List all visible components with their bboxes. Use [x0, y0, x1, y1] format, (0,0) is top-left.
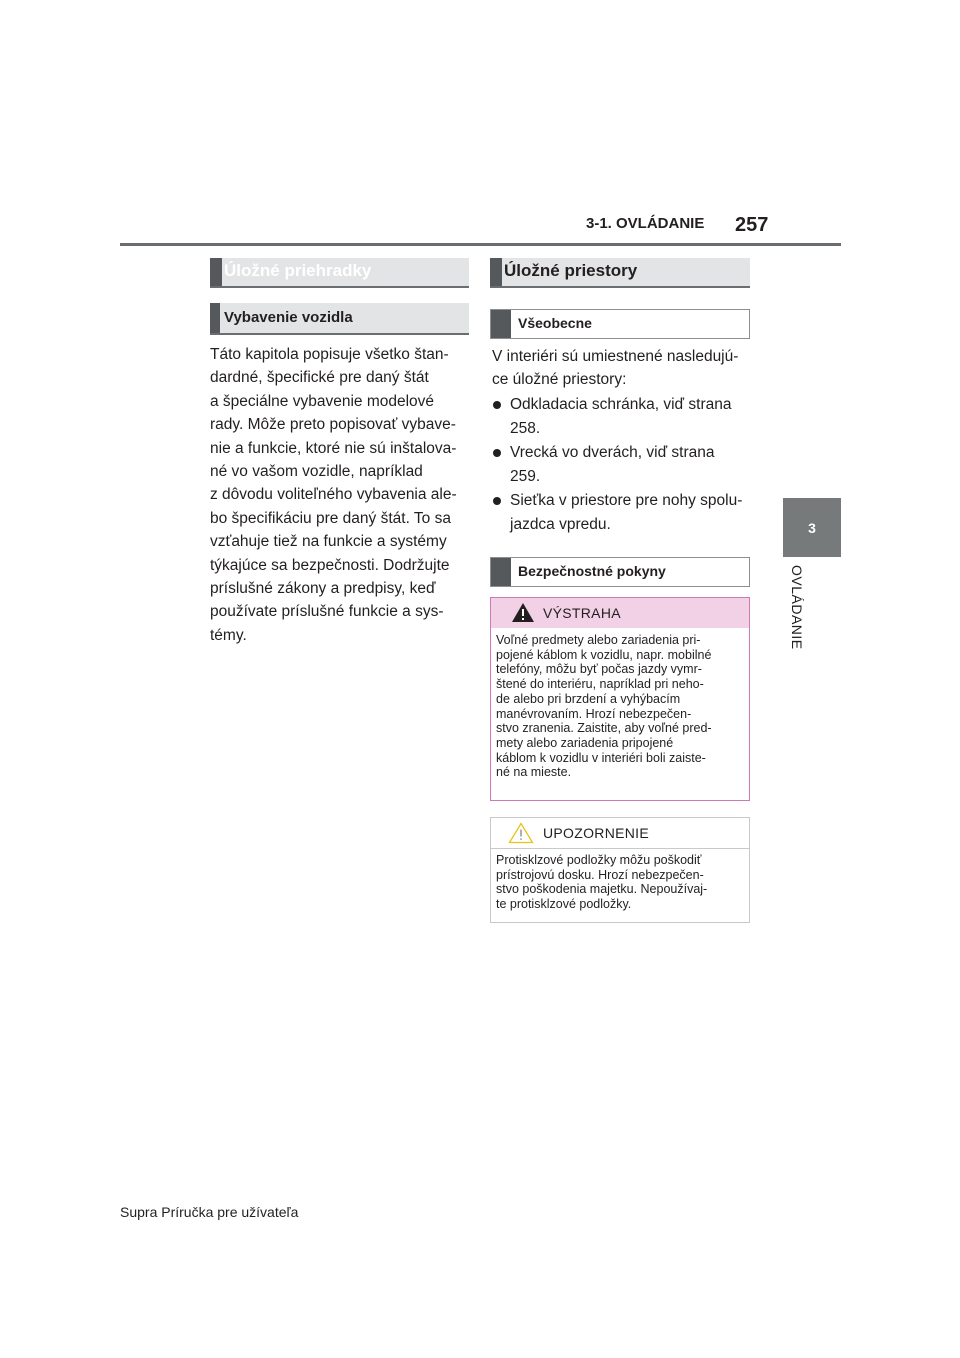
- warning-line: mety alebo zariadenia pripojené: [496, 735, 674, 750]
- paragraph-line: Táto kapitola popisuje všetko štan-: [210, 346, 449, 363]
- subheading-bar: [491, 310, 511, 338]
- chapter-tab: [783, 498, 841, 557]
- list-item-line: jazdca vpredu.: [510, 516, 611, 533]
- notice-title: UPOZORNENIE: [543, 825, 649, 841]
- notice-line: stvo poškodenia majetku. Nepoužívaj-: [496, 882, 708, 897]
- paragraph-line: nie a funkcie, ktoré nie sú inštalova-: [210, 439, 457, 457]
- warning-title: VÝSTRAHA: [543, 605, 621, 621]
- subheading-text: Bezpečnostné pokyny: [518, 563, 666, 579]
- chapter-label: OVLÁDANIE: [789, 565, 805, 650]
- warning-line: telefóny, môžu byť počas jazdy vymr-: [496, 662, 702, 677]
- notice-line: Protisklzové podložky môžu poškodiť: [496, 853, 702, 867]
- paragraph-line: používate príslušné funkcie a sys-: [210, 603, 444, 621]
- caution-triangle-icon: [508, 822, 534, 849]
- chapter-number: 3: [808, 519, 816, 536]
- bullet-icon: [493, 401, 501, 409]
- warning-box: [490, 597, 750, 801]
- subheading-vehicle-equipment: [210, 303, 469, 335]
- heading-storage-compartments: [210, 258, 469, 288]
- list-item-line: Odkladacia schránka, viď strana: [510, 396, 732, 413]
- list-item-line: Vrecká vo dverách, viď strana: [510, 444, 715, 461]
- paragraph-line: týkajúce sa bezpečnosti. Dodržujte: [210, 556, 450, 574]
- storage-list: [492, 393, 754, 537]
- warning-header: [491, 598, 749, 628]
- notice-line: te protisklzové podložky.: [496, 897, 632, 912]
- list-item-line: 259.: [510, 468, 541, 485]
- paragraph-line: rady. Môže preto popisovať vybave-: [210, 416, 456, 434]
- paragraph-line: z dôvodu voliteľného vybavenia ale-: [210, 486, 457, 504]
- warning-text: [496, 633, 746, 780]
- warning-line: káblom k vozidlu v interiéri boli zaiste-: [496, 750, 706, 765]
- subheading-bar: [210, 303, 220, 333]
- subheading-text: Vybavenie vozidla: [224, 309, 353, 326]
- notice-box: [490, 817, 750, 923]
- equipment-paragraph: [210, 343, 472, 647]
- heading-text: Úložné priestory: [504, 261, 638, 280]
- intro-line: V interiéri sú umiestnené nasledujú-: [492, 348, 739, 365]
- warning-line: štené do interiéru, napríklad pri neho-: [496, 677, 704, 692]
- subheading-bar: [491, 558, 511, 586]
- list-item-line: 258.: [510, 420, 541, 437]
- list-item-line: Sieťka v priestore pre nohy spolu-: [510, 492, 743, 509]
- heading-bar: [490, 258, 502, 286]
- heading-text: Úložné priehradky: [224, 261, 372, 280]
- warning-line: pojené káblom k vozidlu, napr. mobilné: [496, 647, 712, 662]
- paragraph-line: né vo vašom vozidle, napríklad: [210, 463, 423, 481]
- paragraph-line: a špeciálne vybavenie modelové: [210, 392, 435, 410]
- warning-line: manévrovaním. Hrozí nebezpečen-: [496, 706, 692, 721]
- notice-header: [491, 818, 749, 849]
- paragraph-line: dardné, špecifické pre daný štát: [210, 369, 429, 387]
- page-number: 257: [735, 214, 769, 236]
- notice-text: [496, 853, 746, 912]
- warning-line: de alebo pri brzdení a vyhýbacím: [496, 691, 681, 706]
- heading-storage-spaces: [490, 258, 750, 288]
- warning-line: stvo zranenia. Zaistite, aby voľné pred-: [496, 721, 712, 736]
- warning-line: né na mieste.: [496, 765, 572, 780]
- paragraph-line: príslušné zákony a predpisy, keď: [210, 580, 436, 598]
- subheading-text: Všeobecne: [518, 315, 592, 331]
- paragraph-line: vzťahuje tiež na funkcie a systémy: [210, 533, 447, 551]
- paragraph-line: témy.: [210, 626, 247, 644]
- warning-triangle-icon: [511, 602, 535, 628]
- subheading-safety: [490, 557, 750, 587]
- bullet-icon: [493, 449, 501, 457]
- subheading-general: [490, 309, 750, 339]
- list-item: [492, 441, 754, 489]
- warning-line: Voľné predmety alebo zariadenia pri-: [496, 633, 701, 647]
- section-title: 3-1. OVLÁDANIE: [586, 215, 705, 232]
- paragraph-line: bo špecifikáciu pre daný štát. To sa: [210, 509, 451, 527]
- list-item: [492, 489, 754, 537]
- manual-footer: Supra Príručka pre užívateľa: [120, 1204, 299, 1220]
- list-item: [492, 393, 754, 441]
- intro-line: ce úložné priestory:: [492, 371, 627, 389]
- notice-line: prístrojovú dosku. Hrozí nebezpečen-: [496, 867, 704, 882]
- bullet-icon: [493, 497, 501, 505]
- header-divider: [120, 243, 841, 246]
- storage-intro: [492, 345, 754, 392]
- heading-bar: [210, 258, 222, 286]
